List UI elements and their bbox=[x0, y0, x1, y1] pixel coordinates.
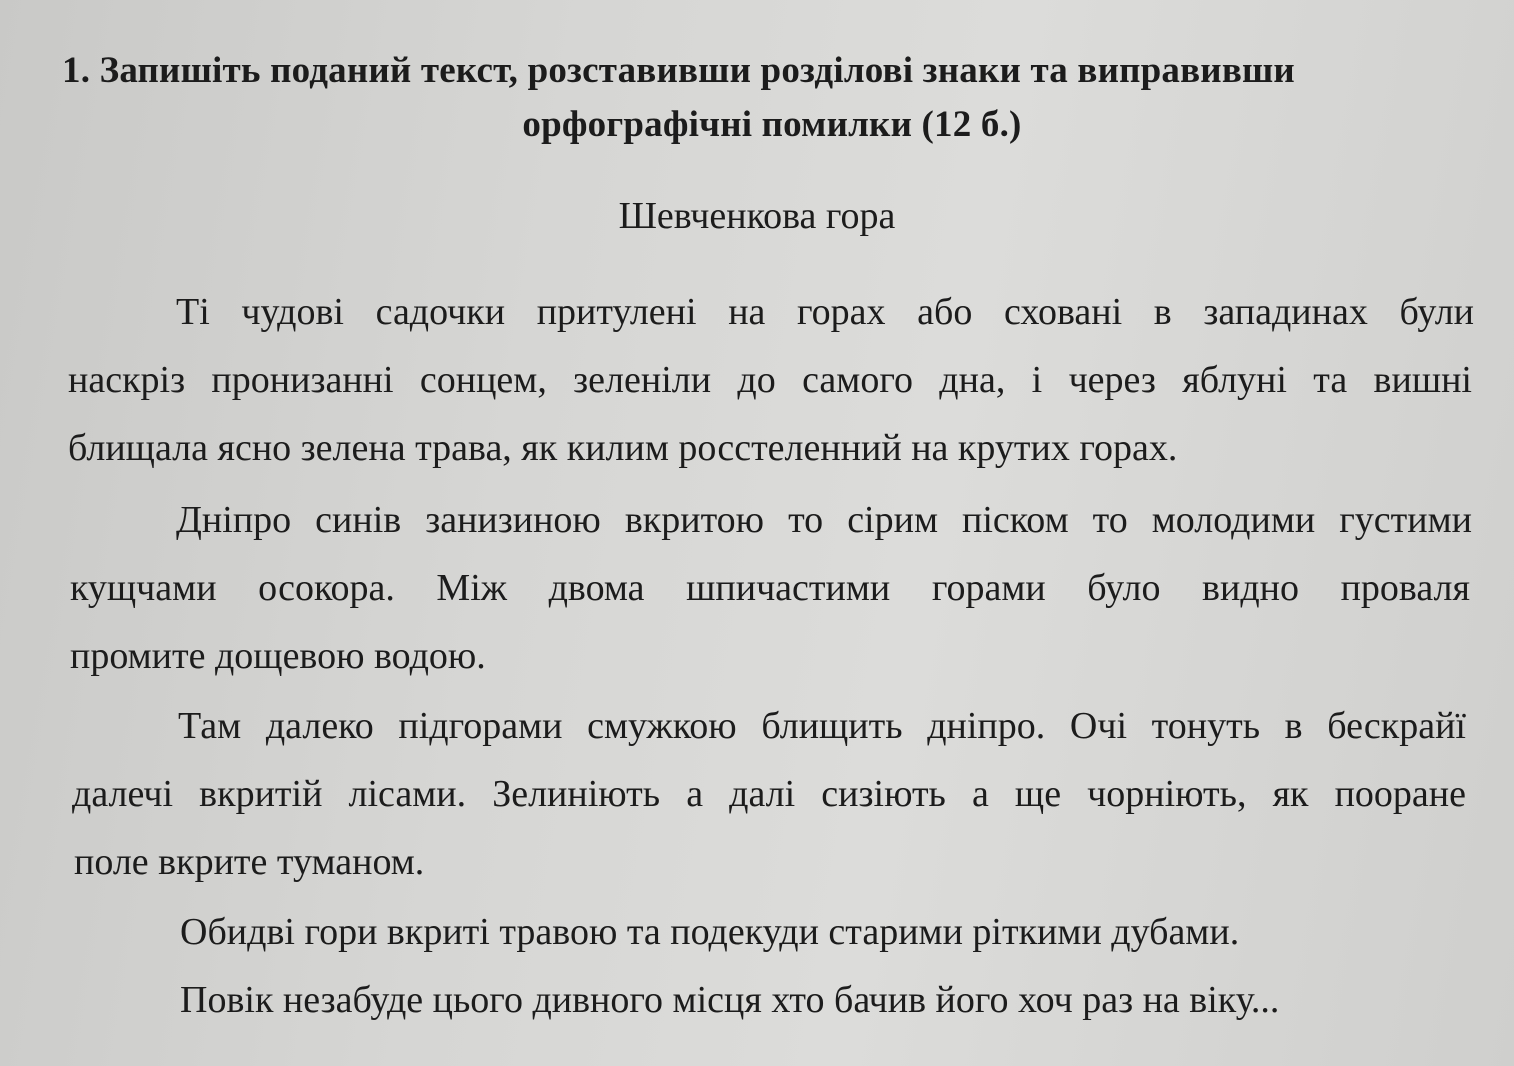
task-heading-line-1: 1. Запишіть поданий текст, розставивши розділові знаки та виправивши bbox=[62, 50, 1295, 91]
paragraph-2-line-2: кущчами осокора. Між двома шпичастими горами було видно проваля bbox=[70, 567, 1470, 609]
paragraph-4-line-1: Обидві гори вкриті травою та подекуди старими ріткими дубами. bbox=[180, 911, 1240, 953]
task-heading bbox=[62, 44, 1482, 152]
paragraph-1-line-3: блищала ясно зелена трава, як килим росстеленний на крутих горах. bbox=[68, 427, 1178, 469]
paragraph-2-line-1: Дніпро синів занизиною вкритою то сірим піском то молодими густими bbox=[176, 499, 1472, 541]
task-heading-line-2: орфографічні помилки (12 б.) bbox=[522, 104, 1022, 145]
paragraph-3-line-3: поле вкрите туманом. bbox=[74, 841, 425, 883]
story-title: Шевченкова гора bbox=[618, 195, 896, 237]
paragraph-1-line-2: наскріз пронизанні сонцем, зеленіли до самого дна, і через яблуні та вишні bbox=[68, 359, 1472, 401]
paragraph-5-line-1: Повік незабуде цього дивного місця хто бачив його хоч раз на віку... bbox=[180, 979, 1280, 1021]
paragraph-2-line-3: промите дощевою водою. bbox=[70, 635, 486, 677]
paragraph-3-line-2: далечі вкритій лісами. Зелиніють а далі сизіють а ще чорніють, як пооране bbox=[72, 773, 1466, 815]
paragraph-1-line-1: Ті чудові садочки притулені на горах або сховані в западинах були bbox=[176, 291, 1474, 333]
paragraph-3-line-1: Там далеко підгорами смужкою блищить дніпро. Очі тонуть в бескрайї bbox=[178, 705, 1466, 747]
